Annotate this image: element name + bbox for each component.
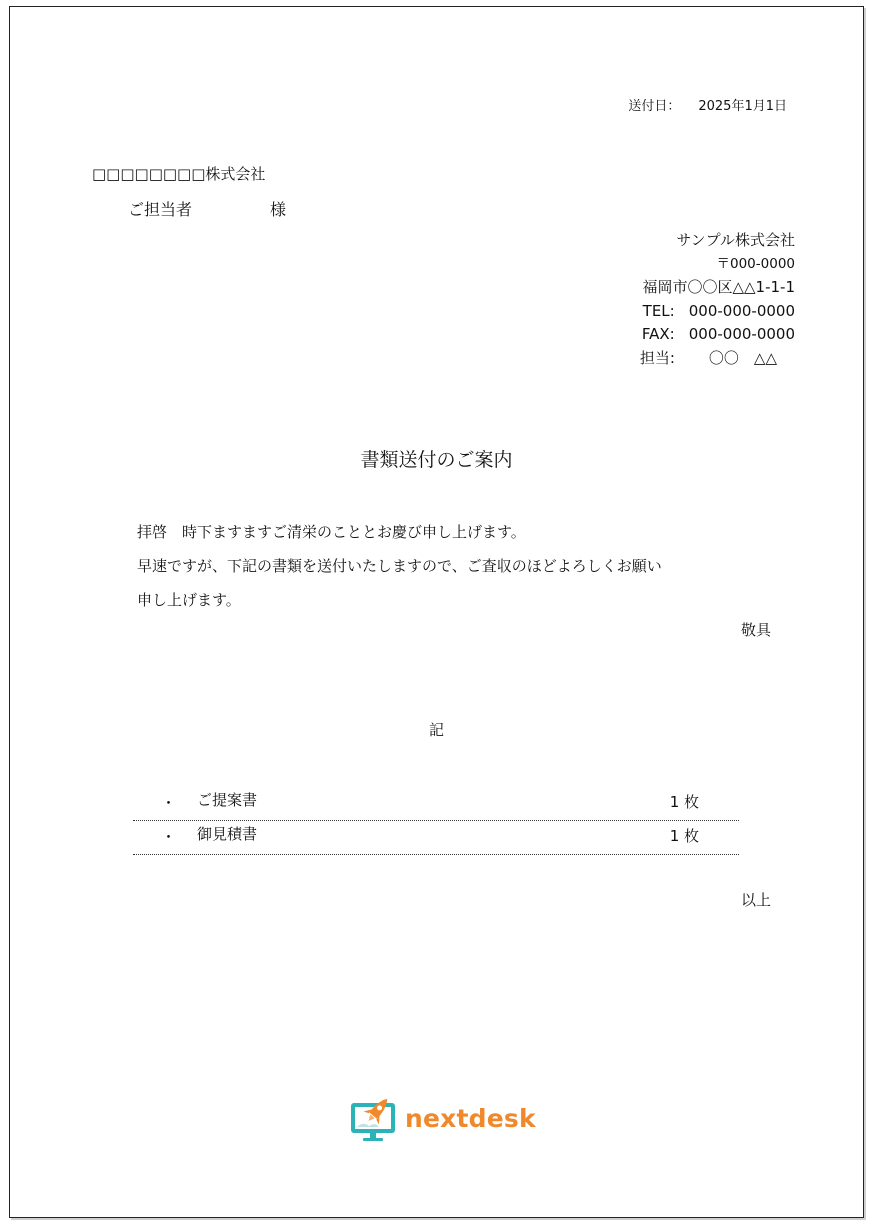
bullet: ・ [161, 828, 177, 846]
body-line: 申し上げます。 [137, 591, 241, 609]
sender-tel [623, 300, 795, 324]
rocket-monitor-icon [349, 1093, 401, 1143]
sender-contact-label: 担当: [639, 348, 675, 367]
sender-postal: 〒000-0000 [716, 255, 795, 272]
sender-contact-value: 〇〇 △△ [708, 348, 777, 367]
send-date-value: 2025年1月1日 [698, 99, 787, 114]
bullet: ・ [161, 794, 177, 812]
recipient-person [128, 197, 286, 220]
body-line: 早速ですが、下記の書類を送付いたしますので、ご査収のほどよろしくお願い [137, 557, 662, 575]
sender-fax [623, 323, 795, 347]
logo-text: nextdesk [405, 1103, 536, 1133]
ki-heading: 記 [428, 721, 444, 739]
closing-ijou: 以上 [740, 891, 771, 909]
list-item [133, 821, 739, 855]
item-list [133, 787, 739, 855]
document-title: 書類送付のご案内 [360, 449, 513, 471]
send-date-label: 送付日： [628, 99, 681, 114]
recipient-person-label: ご担当者 [128, 200, 193, 219]
closing-keigu: 敬具 [740, 621, 771, 639]
sender-block [623, 229, 795, 370]
body-line: 拝啓 時下ますますご清栄のこととお慶び申し上げます。 [137, 523, 526, 541]
sender-contact [623, 347, 777, 371]
recipient-honorific: 様 [270, 200, 287, 219]
item-name: 御見積書 [197, 825, 258, 843]
sender-company: サンプル株式会社 [676, 231, 795, 249]
body-text [137, 515, 662, 617]
sender-address: 福岡市〇〇区△△1-1-1 [642, 278, 795, 296]
sender-fax-value: 000-000-0000 [688, 325, 795, 343]
sender-fax-label: FAX: [641, 325, 675, 343]
item-quantity: 1 枚 [669, 793, 699, 811]
sender-tel-label: TEL: [642, 301, 675, 320]
item-name: ご提案書 [197, 791, 258, 809]
sender-tel-value: 000-000-0000 [688, 301, 795, 320]
nextdesk-logo [349, 1093, 536, 1143]
item-quantity: 1 枚 [669, 827, 699, 845]
document-page [9, 6, 864, 1218]
list-item [133, 787, 739, 821]
send-date [628, 95, 787, 114]
recipient-company: □□□□□□□□株式会社 [92, 165, 266, 183]
